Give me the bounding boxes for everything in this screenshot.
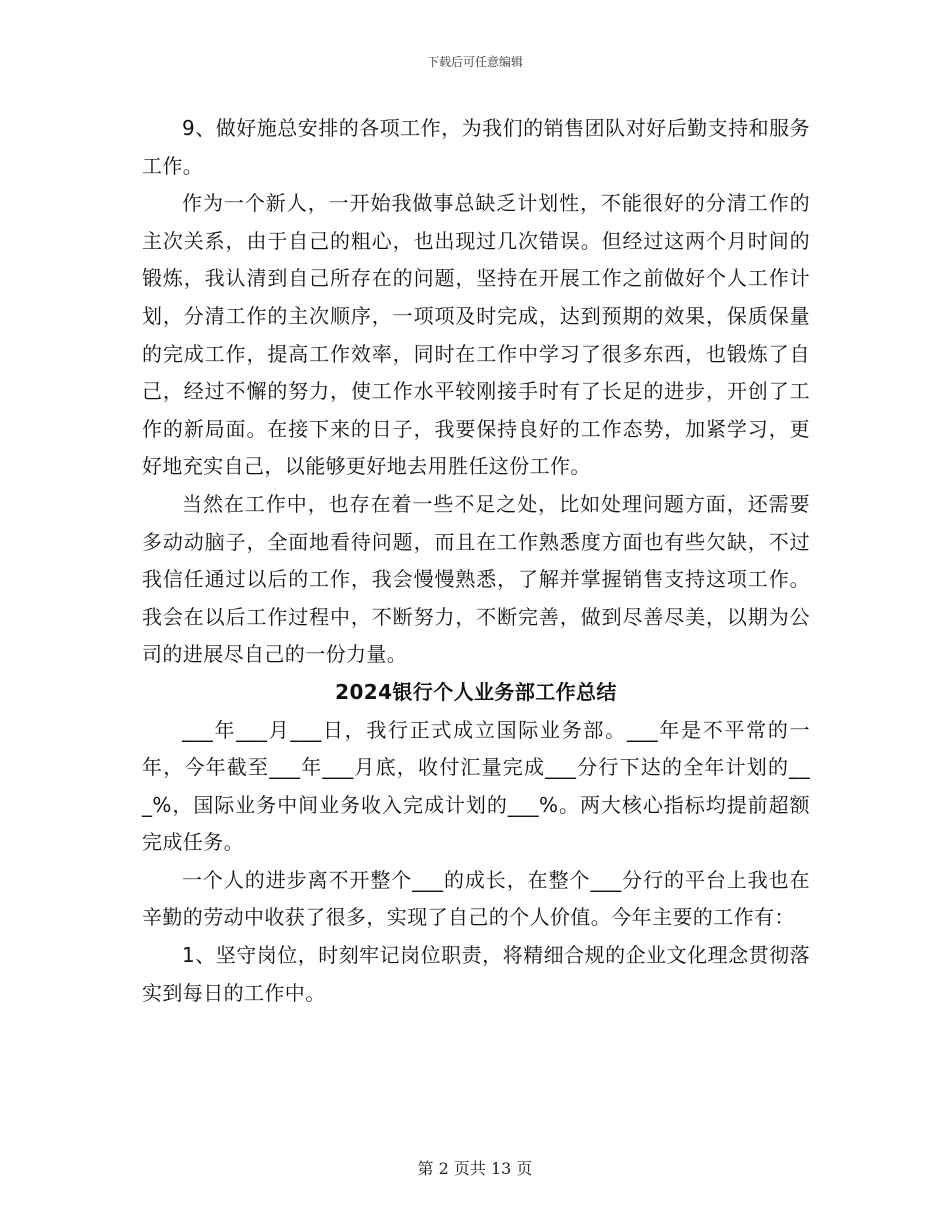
page-footer: 第 2 页共 13 页 (417, 1159, 533, 1178)
page-header: 下载后可任意编辑 (426, 55, 523, 69)
section-title: 2024银行个人业务部工作总结 (335, 679, 617, 704)
paragraph: 1、坚守岗位，时刻牢记岗位职责，将精细合规的企业文化理念贯彻落实到每日的工作中。 (142, 943, 810, 1005)
paragraph: 当然在工作中，也存在着一些不足之处，比如处理问题方面，还需要多动动脑子，全面地看待问题，而且在工作熟悉度方面也有些欠缺，不过我信任通过以后的工作，我会慢慢熟悉，了解并掌握销售支持这项工作。我会在以后工作过程中，不断努力，不断完善，做到尽善尽美，以期为公司的进展尽自己的一份力量。 (142, 491, 810, 667)
paragraph: 一个人的进步离不开整个___的成长，在整个___分行的平台上我也在辛勤的劳动中收获了很多，实现了自己的个人价值。今年主要的工作有： (142, 867, 810, 930)
paragraph: ___年___月___日，我行正式成立国际业务部。___年是不平常的一年，今年截至___年___月底，收付汇量完成___分行下达的全年计划的___%，国际业务中间业务收入完成计划的___%。两大核心指标均提前超额完成任务。 (142, 717, 810, 855)
paragraph: 作为一个新人，一开始我做事总缺乏计划性，不能很好的分清工作的主次关系，由于自己的粗心，也出现过几次错误。但经过这两个月时间的锻炼，我认清到自己所存在的问题，坚持在开展工作之前做好个人工作计划，分清工作的主次顺序，一项项及时完成，达到预期的效果，保质保量的完成工作，提高工作效率，同时在工作中学习了很多东西，也锻炼了自己，经过不懈的努力，使工作水平较刚接手时有了长足的进步，开创了工作的新局面。在接下来的日子，我要保持良好的工作态势，加紧学习，更好地充实自己，以能够更好地去用胜任这份工作。 (142, 191, 810, 479)
document-body (142, 110, 810, 1012)
paragraph: 9、做好施总安排的各项工作，为我们的销售团队对好后勤支持和服务工作。 (142, 116, 810, 178)
